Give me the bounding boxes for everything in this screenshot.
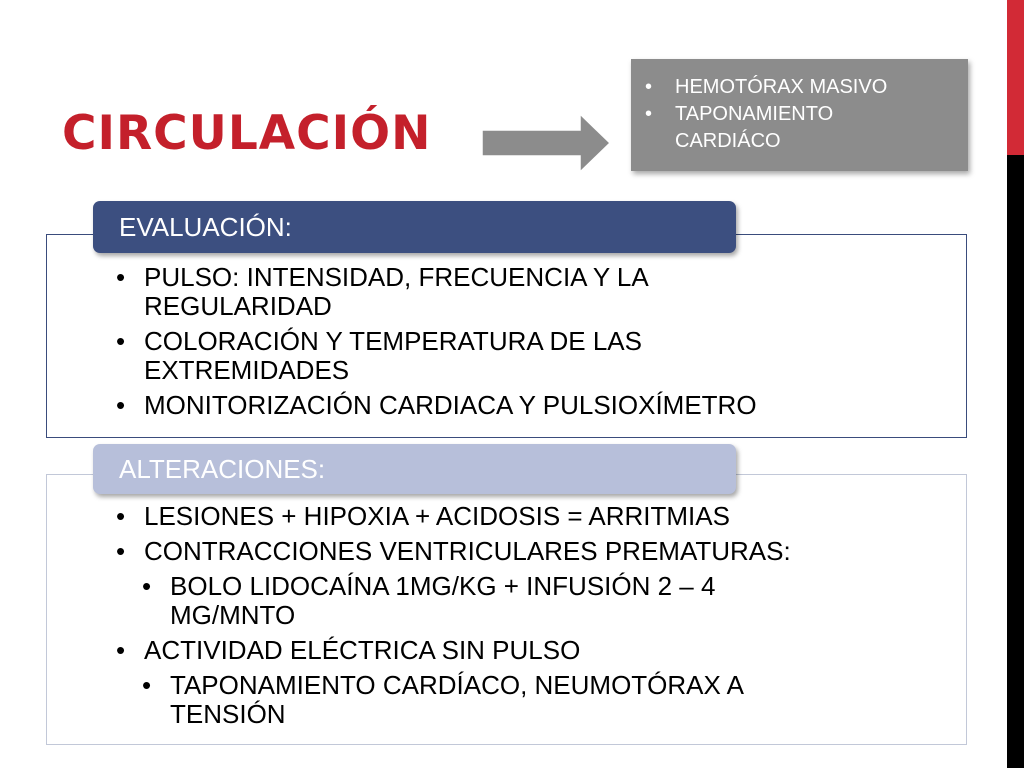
accent-bar-red	[1007, 0, 1024, 155]
alteraciones-heading: ALTERACIONES:	[93, 444, 736, 494]
slide-title: CIRCULACIÓN	[62, 106, 432, 161]
list-item	[116, 327, 936, 385]
right-arrow-icon	[482, 113, 612, 173]
bullet-icon: •	[142, 670, 152, 700]
callout-box	[631, 59, 968, 171]
bullet-icon: •	[116, 262, 126, 292]
list-item-text: MONITORIZACIÓN CARDIACA Y PULSIOXÍMETRO	[144, 390, 757, 420]
bullet-icon: •	[645, 76, 653, 98]
list-item-text: LESIONES + HIPOXIA + ACIDOSIS = ARRITMIAS	[144, 501, 730, 531]
list-item-text: CONTRACCIONES VENTRICULARES PREMATURAS:	[144, 536, 791, 566]
bullet-icon: •	[116, 635, 126, 665]
list-item-text: TAPONAMIENTO CARDÍACO, NEUMOTÓRAX A TENSIÓN	[170, 670, 743, 729]
accent-bar-black	[1007, 155, 1024, 768]
bullet-icon: •	[116, 501, 126, 531]
list-item-text: PULSO: INTENSIDAD, FRECUENCIA Y LA REGULARIDAD	[144, 262, 648, 321]
evaluacion-heading: EVALUACIÓN:	[93, 201, 736, 253]
alteraciones-list	[116, 502, 936, 735]
list-item-text: BOLO LIDOCAÍNA 1MG/KG + INFUSIÓN 2 – 4 MG/MNTO	[170, 571, 716, 630]
list-item	[116, 636, 936, 665]
list-item	[116, 391, 936, 420]
callout-list	[645, 74, 956, 155]
list-item	[116, 502, 936, 531]
list-item	[116, 263, 936, 321]
list-item-text: ACTIVIDAD ELÉCTRICA SIN PULSO	[144, 635, 581, 665]
callout-item	[645, 74, 956, 101]
callout-item	[645, 101, 956, 155]
bullet-icon: •	[116, 326, 126, 356]
callout-item-text: TAPONAMIENTO CARDIÁCO	[675, 103, 834, 152]
list-subitem	[116, 572, 936, 630]
list-subitem	[116, 671, 936, 729]
bullet-icon: •	[645, 103, 653, 125]
list-item	[116, 537, 936, 566]
list-item-text: COLORACIÓN Y TEMPERATURA DE LAS EXTREMIDADES	[144, 326, 642, 385]
bullet-icon: •	[116, 390, 126, 420]
bullet-icon: •	[142, 571, 152, 601]
evaluacion-list	[116, 263, 936, 426]
bullet-icon: •	[116, 536, 126, 566]
callout-item-text: HEMOTÓRAX MASIVO	[675, 76, 888, 98]
